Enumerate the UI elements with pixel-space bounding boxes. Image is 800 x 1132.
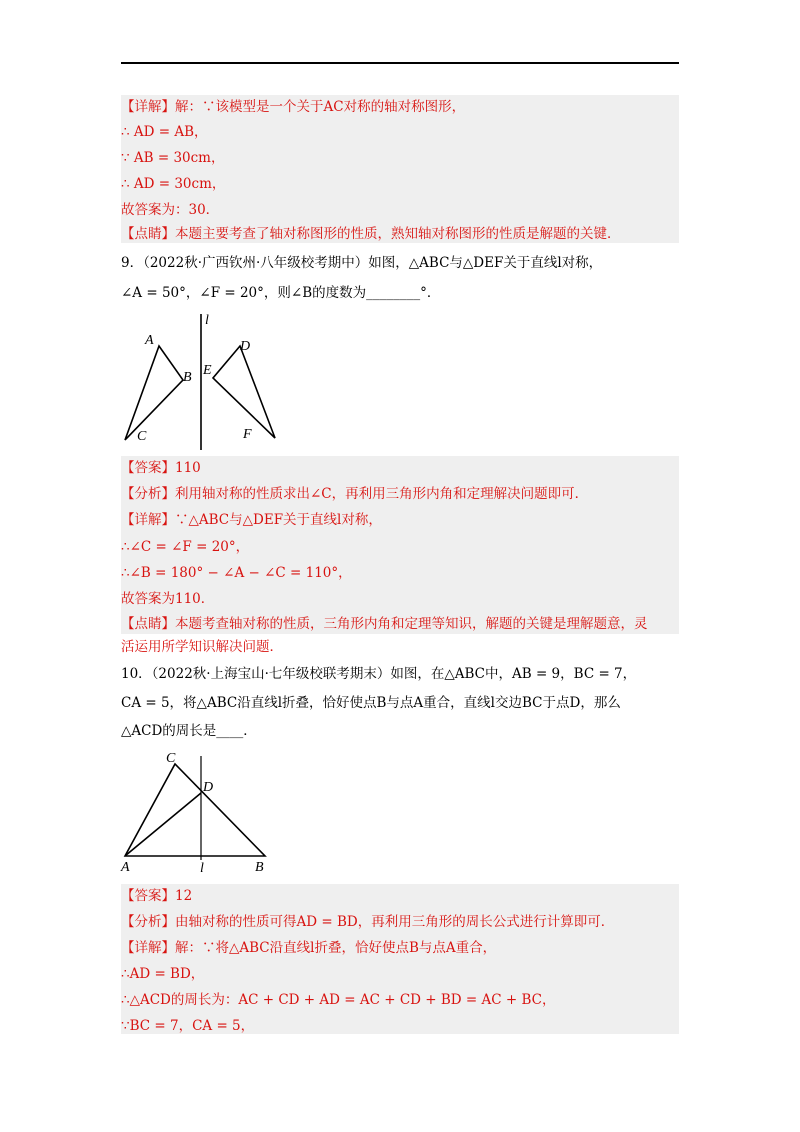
q9-label-c: C xyxy=(137,429,147,444)
q10-detail: 【详解】解：∵将△ABC沿直线l折叠，恰好使点B与点A重合， xyxy=(121,940,497,956)
q10-label-l: l xyxy=(200,861,204,876)
q8-comment: 【点睛】本题主要考查了轴对称图形的性质，熟知轴对称图形的性质是解题的关键． xyxy=(121,226,621,242)
q10-label-a: A xyxy=(121,860,130,875)
q9-triangle-def xyxy=(213,346,275,438)
q9-figure xyxy=(115,310,295,455)
q10-triangle-abc xyxy=(125,764,265,856)
q9-stem-line-1: 9．（2022秋·广西钦州·八年级校考期中）如图，△ABC与△DEF关于直线l对称， xyxy=(121,255,603,271)
header-rule xyxy=(121,62,679,64)
q9-step-1: ∴∠C = ∠F = 20°， xyxy=(121,539,250,555)
q9-label-e: E xyxy=(203,363,212,378)
q8-step-3: ∴ AD = 30cm， xyxy=(121,176,226,192)
q10-answer: 【答案】12 xyxy=(121,888,193,904)
q10-step-3: ∵BC = 7，CA = 5， xyxy=(121,1018,255,1034)
q9-label-a: A xyxy=(145,333,154,348)
q10-label-c: C xyxy=(166,751,176,766)
q9-comment-line-1: 【点睛】本题考查轴对称的性质，三角形内角和定理等知识，解题的关键是理解题意，灵 xyxy=(121,616,648,632)
q10-stem-line-3: △ACD的周长是____． xyxy=(121,723,257,739)
q10-stem-line-1: 10．（2022秋·上海宝山·七年级校联考期末）如图，在△ABC中，AB = 9，BC = 7， xyxy=(121,666,637,682)
q10-segment-ad xyxy=(125,793,201,856)
q9-stem-line-2: ∠A = 50°，∠F = 20°，则∠B的度数为________°． xyxy=(121,285,441,301)
q10-step-1: ∴AD = BD， xyxy=(121,966,205,982)
q8-detail: 【详解】解：∵该模型是一个关于AC对称的轴对称图形， xyxy=(121,99,466,115)
q9-label-l: l xyxy=(205,313,209,328)
q8-solution-block xyxy=(121,95,679,243)
q10-label-d: D xyxy=(203,780,214,795)
q9-label-d: D xyxy=(240,339,251,354)
q9-analysis: 【分析】利用轴对称的性质求出∠C，再利用三角形内角和定理解决问题即可． xyxy=(121,486,589,502)
q9-step-2: ∴∠B = 180° − ∠A − ∠C = 110°， xyxy=(121,565,352,581)
q9-answer: 【答案】110 xyxy=(121,460,201,476)
q9-answer-line: 故答案为110． xyxy=(121,591,215,607)
q9-detail: 【详解】∵△ABC与△DEF关于直线l对称， xyxy=(121,512,382,528)
q9-label-f: F xyxy=(243,427,252,442)
q8-step-2: ∵ AB = 30cm， xyxy=(121,150,225,166)
q10-stem-line-2: CA = 5，将△ABC沿直线l折叠，恰好使点B与点A重合，直线l交边BC于点D，那么 xyxy=(121,695,621,711)
q9-comment-line-2: 活运用所学知识解决问题． xyxy=(121,639,283,655)
q10-solution-block xyxy=(121,884,679,1034)
q10-analysis: 【分析】由轴对称的性质可得AD = BD，再利用三角形的周长公式进行计算即可． xyxy=(121,914,615,930)
q9-label-b: B xyxy=(183,370,192,385)
q10-label-b: B xyxy=(255,860,264,875)
q10-figure xyxy=(115,748,275,878)
q8-step-1: ∴ AD = AB， xyxy=(121,124,208,140)
q8-answer-line: 故答案为：30． xyxy=(121,202,220,218)
q9-triangle-abc xyxy=(125,346,183,440)
q10-step-2: ∴△ACD的周长为：AC + CD + AD = AC + CD + BD = AC + BC， xyxy=(121,992,556,1008)
